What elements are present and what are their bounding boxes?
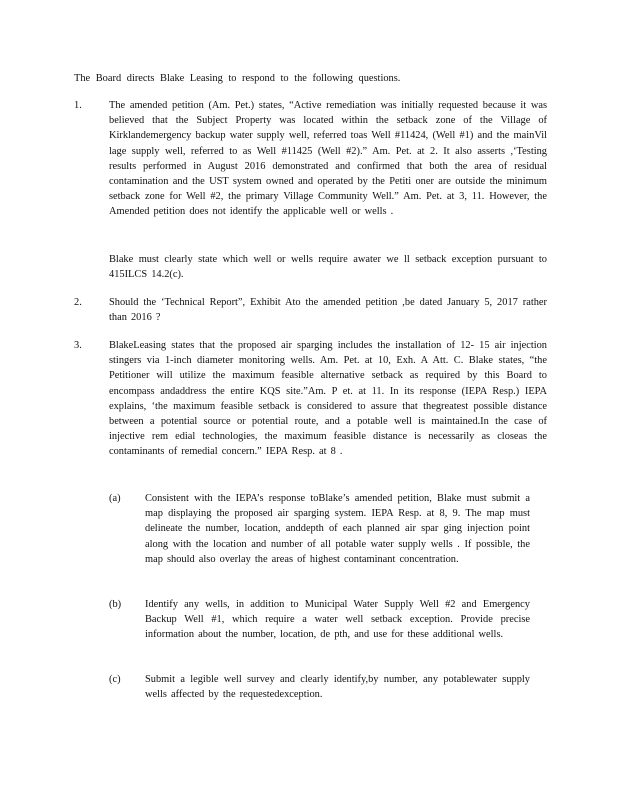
item-1-number: 1.	[74, 100, 82, 111]
item-2-paragraph-1: Should the ‘Technical Report”, Exhibit Ato the amended petition ,be dated January 5, 2017 rather than 2016 ?	[109, 297, 547, 324]
item-3-paragraph-1: BlakeLeasing states that the proposed air sparging includes the installation of 12- 15 air injection stingers via 1-inch diameter monitoring wells. Am. Pet. at 10, Exh. A Att. C. Blake states, “the Petitioner will utilize the maximum feasible alternative setback as required by this Board to encompass andaddress the entire KQS site.”Am. P et. at 11. In its response (IEPA Resp.) IEPA explains, ‘the maximum feasible setback is considered to assure that thegreatest possible distance between a potential source or potential route, and a potable well is maintained.In the case of injective rem edial technologies, the maximum feasible distance is necessarily as closeas the contaminants of remedial concern.” IEPA Resp. at 8 .	[109, 340, 547, 458]
item-3-number: 3.	[74, 340, 82, 351]
subitem-b-label: (b)	[109, 599, 122, 610]
intro-line: The Board directs Blake Leasing to respond to the following questions.	[74, 73, 401, 84]
subitem-b-text: Identify any wells, in addition to Municipal Water Supply Well #2 and Emergency Backup Well #1, which require a water well setback exception. Provide precise information about the number, location, de pth, and use for these additional wells.	[145, 599, 530, 641]
item-1-paragraph-2: Blake must clearly state which well or wells require awater we ll setback exception pursuant to 415ILCS 14.2(c).	[109, 254, 547, 281]
item-2-number: 2.	[74, 297, 82, 308]
subitem-c-text: Submit a legible well survey and clearly identify,by number, any potablewater supply wells affected by the requestedexception.	[145, 674, 530, 701]
subitem-a-text: Consistent with the IEPA’s response toBlake’s amended petition, Blake must submit a map displaying the proposed air sparging system. IEPA Resp. at 8, 9. The map must delineate the number, location, anddepth of each planned air spar ging injection point along with the location and number of all potable water supply wells . If possible, the map should also overlay the areas of highest contaminant concentration.	[145, 493, 530, 565]
subitem-c-label: (c)	[109, 674, 121, 685]
item-1-paragraph-1: The amended petition (Am. Pet.) states, “Active remediation was initially requested because it was believed that the Subject Property was located within the setback zone of the Village of Kirklandemergency backup water supply well, referred toas Well #11424, (Well #1) and the mainVil lage supply well, referred to as Well #11425 (Well #2).” Am. Pet. at 2. It also asserts ,‘Testing results performed in August 2016 demonstrated and confirmed that both the area of residual contamination and the UST system owned and operated by the Petiti oner are outside the minimum setback zone for Well #2, the primary Village Community Well.” Am. Pet. at 3, 11. However, the Amended petition does not identify the applicable well or wells .	[109, 100, 547, 218]
subitem-a-label: (a)	[109, 493, 121, 504]
